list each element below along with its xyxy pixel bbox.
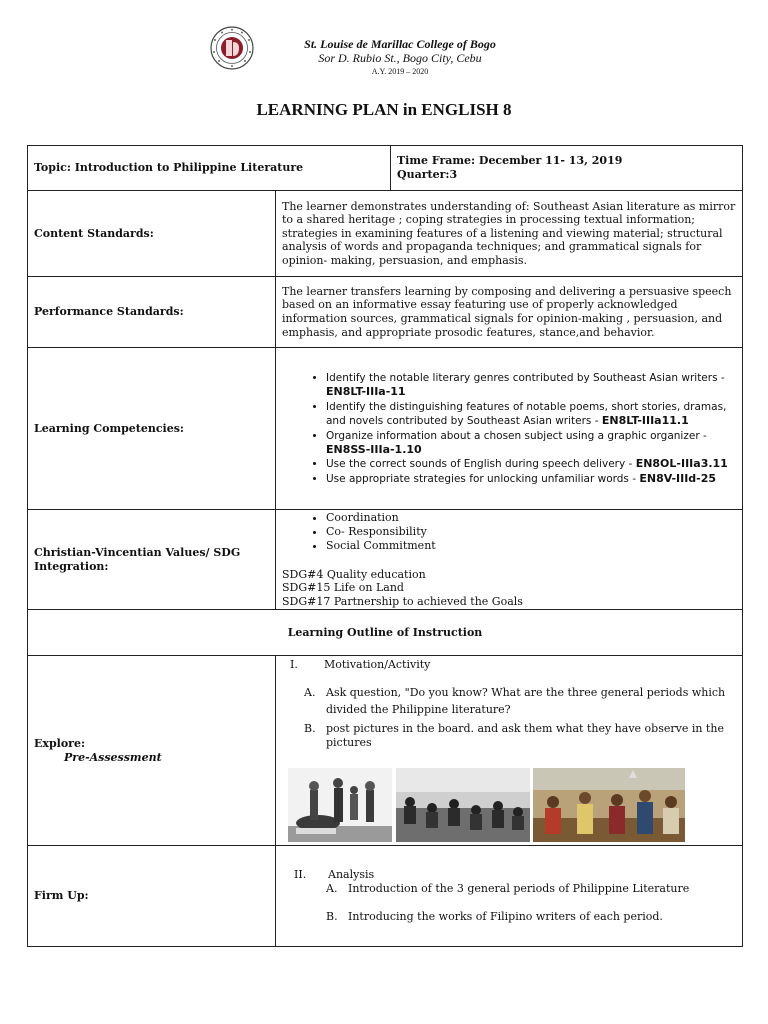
values-row bbox=[28, 510, 743, 610]
academic-year: A.Y. 2019 – 2020 bbox=[371, 67, 429, 76]
explore-item: Ask question, "Do you know? What are the three general periods which divided the Philippine literature? bbox=[326, 686, 726, 716]
sdg-item: SDG#4 Quality education bbox=[282, 567, 426, 581]
school-name: St. Louise de Marillac College of Bogo bbox=[304, 37, 496, 51]
content-standards-text: The learner demonstrates understanding of: Southeast Asian literature as mirror to a shared heritage ; coping strategies in processing textual information; strategies in examining features of a listening and viewing material; structural analysis of words and propaganda techniques; and grammatical signals for opinion- making, persuasion, and emphasis. bbox=[276, 191, 743, 277]
explore-item: post pictures in the board. and ask them what they have observe in the pictures bbox=[326, 722, 724, 749]
content-standards-label: Content Standards: bbox=[28, 191, 276, 277]
content-standards-row bbox=[28, 191, 743, 277]
letterhead bbox=[270, 38, 530, 79]
explore-cell bbox=[276, 656, 743, 846]
competency-code: EN8LT-IIIa-11 bbox=[326, 385, 406, 399]
competency-code: EN8SS-IIIa-1.10 bbox=[326, 442, 422, 456]
roman-numeral: II. bbox=[294, 868, 307, 881]
college-seal-logo bbox=[210, 26, 254, 70]
competency-code: EN8V-IIId-25 bbox=[639, 471, 717, 485]
topic-row bbox=[28, 146, 743, 191]
sdg-item: SDG#15 Life on Land bbox=[282, 581, 404, 595]
firmup-label: Firm Up: bbox=[28, 846, 276, 947]
explore-row bbox=[28, 656, 743, 846]
school-address: Sor D. Rubio St., Bogo City, Cebu bbox=[318, 51, 482, 65]
value-item: • Co- Responsibility bbox=[326, 525, 736, 539]
quarter: Quarter:3 bbox=[397, 168, 458, 181]
learning-competencies-cell bbox=[276, 348, 743, 510]
values-cell bbox=[276, 510, 743, 610]
values-label: Christian-Vincentian Values/ SDG Integration: bbox=[28, 510, 276, 610]
time-frame-cell bbox=[391, 146, 743, 191]
time-frame: Time Frame: December 11- 13, 2019 bbox=[397, 154, 623, 168]
item-letter: A. bbox=[304, 686, 316, 699]
competency-code: EN8LT-IIIa11.1 bbox=[601, 414, 689, 428]
competency-code: EN8OL-IIIa3.11 bbox=[635, 457, 728, 471]
item-letter: B. bbox=[326, 910, 338, 923]
value-item: • Social Commitment bbox=[326, 539, 736, 553]
explore-label: Explore: bbox=[34, 736, 86, 750]
firmup-item: Introducing the works of Filipino writers of each period. bbox=[348, 910, 663, 923]
learning-competencies-row bbox=[28, 348, 743, 510]
sdg-item: SDG#17 Partnership to achieved the Goals bbox=[282, 594, 523, 608]
topic-cell: Topic: Introduction to Philippine Literature bbox=[28, 146, 391, 191]
performance-standards-text: The learner transfers learning by composing and delivering a persuasive speech based on an informative essay featuring use of properly acknowledged information sources, grammatical signals for opinion-making , persuasion, and emphasis, and appropriate prosodic features, stance,and behavior. bbox=[276, 277, 743, 348]
historical-painting-image bbox=[533, 768, 685, 842]
performance-standards-row bbox=[28, 277, 743, 348]
competencies-list bbox=[282, 371, 736, 486]
competency-item: • Identify the notable literary genres contributed by Southeast Asian writers - EN8LT-IIIa-11 bbox=[326, 371, 736, 400]
explore-heading: Motivation/Activity bbox=[324, 658, 431, 671]
value-item: • Coordination bbox=[326, 511, 736, 525]
competency-item: • Organize information about a chosen subject using a graphic organizer - EN8SS-IIIa-1.10 bbox=[326, 429, 736, 458]
performance-standards-label: Performance Standards: bbox=[28, 277, 276, 348]
historical-photo-1-image bbox=[288, 768, 392, 842]
firmup-row bbox=[28, 846, 743, 947]
page-title: LEARNING PLAN in ENGLISH 8 bbox=[256, 100, 512, 119]
learning-competencies-label: Learning Competencies: bbox=[28, 348, 276, 510]
competency-item: • Identify the distinguishing features of notable poems, short stories, dramas, and novels contributed by Southeast Asian writers - EN8LT-IIIa11.1 bbox=[326, 400, 736, 429]
item-letter: B. bbox=[304, 722, 316, 735]
outline-title-row bbox=[28, 610, 743, 656]
competency-item: • Use appropriate strategies for unlocking unfamiliar words - EN8V-IIId-25 bbox=[326, 472, 736, 486]
pictures-strip bbox=[276, 768, 742, 842]
explore-sublabel: Pre-Assessment bbox=[64, 750, 162, 764]
values-list bbox=[282, 511, 736, 554]
historical-photo-2-image bbox=[396, 768, 530, 842]
learning-plan-table bbox=[27, 145, 743, 947]
firmup-cell bbox=[276, 846, 743, 947]
item-letter: A. bbox=[326, 882, 338, 895]
firmup-heading: Analysis bbox=[328, 868, 375, 881]
competency-item: • Use the correct sounds of English during speech delivery - EN8OL-IIIa3.11 bbox=[326, 457, 736, 471]
firmup-item: Introduction of the 3 general periods of Philippine Literature bbox=[348, 882, 690, 895]
outline-title: Learning Outline of Instruction bbox=[28, 610, 743, 656]
explore-label-cell bbox=[28, 656, 276, 846]
roman-numeral: I. bbox=[290, 658, 298, 671]
